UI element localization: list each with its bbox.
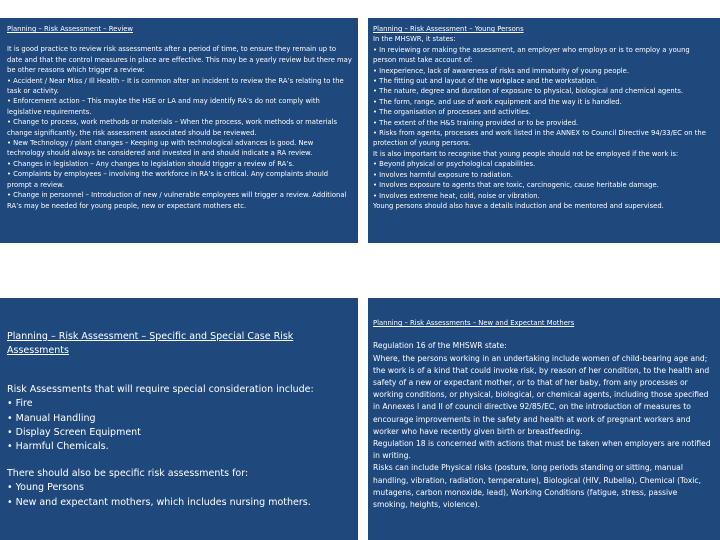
- young-persons-line: It is also important to recognise that young people should not be employed if the work is:: [373, 149, 679, 158]
- review-line: • Accident / Near Miss / Ill Health – It is common after an incident to review the RA’s relating to the task or activity.: [7, 76, 344, 96]
- spacer: [7, 455, 352, 467]
- young-persons-line: • Inexperience, lack of awareness of risks and immaturity of young people.: [373, 66, 630, 75]
- mothers-panel: [368, 298, 720, 540]
- mothers-title: Planning – Risk Assessments – New and Expectant Mothers: [373, 319, 575, 327]
- review-line: • Change to process, work methods or materials – When the process, work methods or materials change significantly, the risk assessment associated should be reviewed.: [7, 118, 338, 137]
- mothers-line: Regulation 16 of the MHSWR state:: [373, 341, 507, 351]
- special-case-item: • Harmful Chemicals.: [7, 441, 109, 453]
- special-case-intro2: There should also be specific risk assessments for:: [7, 467, 249, 479]
- spacer: [7, 34, 352, 44]
- review-line: • Change in personnel – Introduction of new / vulnerable employees will trigger a review. Additional RA’s may be needed for young people, new or expectant mothers etc.: [7, 191, 347, 210]
- young-persons-title: Planning – Risk Assessment – Young Persons: [373, 25, 524, 33]
- young-persons-line: • Involves extreme heat, cold, noise or vibration.: [373, 191, 540, 200]
- special-case-item: • Fire: [7, 398, 33, 410]
- review-panel: [0, 18, 358, 243]
- young-persons-line: • The fitting out and layout of the workplace and the workstation.: [373, 77, 598, 86]
- young-persons-line: • The organisation of processes and activities.: [373, 108, 531, 117]
- mothers-line: Regulation 18 is concerned with actions that must be taken when employers are notified in writing.: [373, 439, 711, 461]
- young-persons-line: • Involves harmful exposure to radiation.: [373, 170, 513, 179]
- young-persons-panel: [368, 18, 720, 243]
- young-persons-line: • The extent of the H&S training provided or to be provided.: [373, 118, 579, 127]
- young-persons-line: Young persons should also have a details induction and be mentored and supervised.: [373, 201, 664, 210]
- review-line: It is good practice to review risk assessments after a period of time, to ensure they remain up to date and that the control measures in place are effective. This may be a yearly review but there may be other reasons which trigger a review:: [7, 45, 352, 75]
- spacer: [7, 359, 352, 371]
- special-case-item: • Manual Handling: [7, 412, 96, 424]
- special-case-item: • Young Persons: [7, 482, 84, 494]
- mothers-line: Where, the persons working in an undertaking include women of child-bearing age and; the work is of a kind that could invoke risk, by reason of her condition, to the health and safety of a new or expectant mother, or to that of her baby, from any processes or working conditions, or physical, biological, or chemical agents, including those specified in Annexes I and II of council directive 92/85/EC, on the introduction of measures to encourage improvements in the safety and health at work of pregnant workers and worker who have recently given birth or breastfeeding.: [373, 353, 710, 436]
- spacer: [7, 371, 352, 383]
- young-persons-line: • Beyond physical or psychological capabilities.: [373, 160, 536, 169]
- review-line: • Enforcement action – This maybe the HSE or LA and may identify RA’s do not comply with legislative requirements.: [7, 97, 320, 116]
- young-persons-line: • The form, range, and use of work equipment and the way it is handled.: [373, 97, 622, 106]
- young-persons-line: • In reviewing or making the assessment, an employer who employs or is to employ a young person must take account of:: [373, 45, 690, 65]
- special-case-panel: [0, 298, 358, 540]
- special-case-item: • New and expectant mothers, which includes nursing mothers.: [7, 496, 311, 508]
- young-persons-line: • The nature, degree and duration of exposure to physical, biological and chemical agents.: [373, 87, 684, 96]
- young-persons-line: • Risks from agents, processes and work listed in the ANNEX to Council Directive 94/33/EC on the protection of young persons.: [373, 129, 706, 148]
- spacer: [373, 328, 714, 340]
- special-case-title: Planning – Risk Assessment – Specific and Special Case Risk Assessments: [7, 331, 294, 357]
- review-line: • Complaints by employees – involving the workforce in RA’s is critical. Any complaints should prompt a review.: [7, 170, 329, 189]
- review-line: • Changes in legislation – Any changes to legislation should trigger a review of RA’s.: [7, 159, 295, 168]
- young-persons-line: • Involves exposure to agents that are toxic, carcinogenic, cause heritable damage.: [373, 181, 659, 190]
- mothers-line: Risks can include Physical risks (posture, long periods standing or sitting, manual handling, vibration, radiation, temperature), Biological (HIV, Rubella), Chemical (Toxic, mutagens, carbon monoxide, lead), Working Conditions (fatigue, stress, passive smoking, heights, violence).: [373, 463, 702, 510]
- young-persons-line: In the MHSWR, it states:: [373, 35, 456, 44]
- special-case-intro: Risk Assessments that will require special consideration include:: [7, 383, 314, 395]
- review-line: • New Technology / plant changes – Keeping up with technological advances is good. New technology should always be considered and invested in and should indicate a RA review.: [7, 139, 314, 158]
- review-title: Planning – Risk Assessment – Review: [7, 25, 133, 33]
- special-case-item: • Display Screen Equipment: [7, 427, 141, 439]
